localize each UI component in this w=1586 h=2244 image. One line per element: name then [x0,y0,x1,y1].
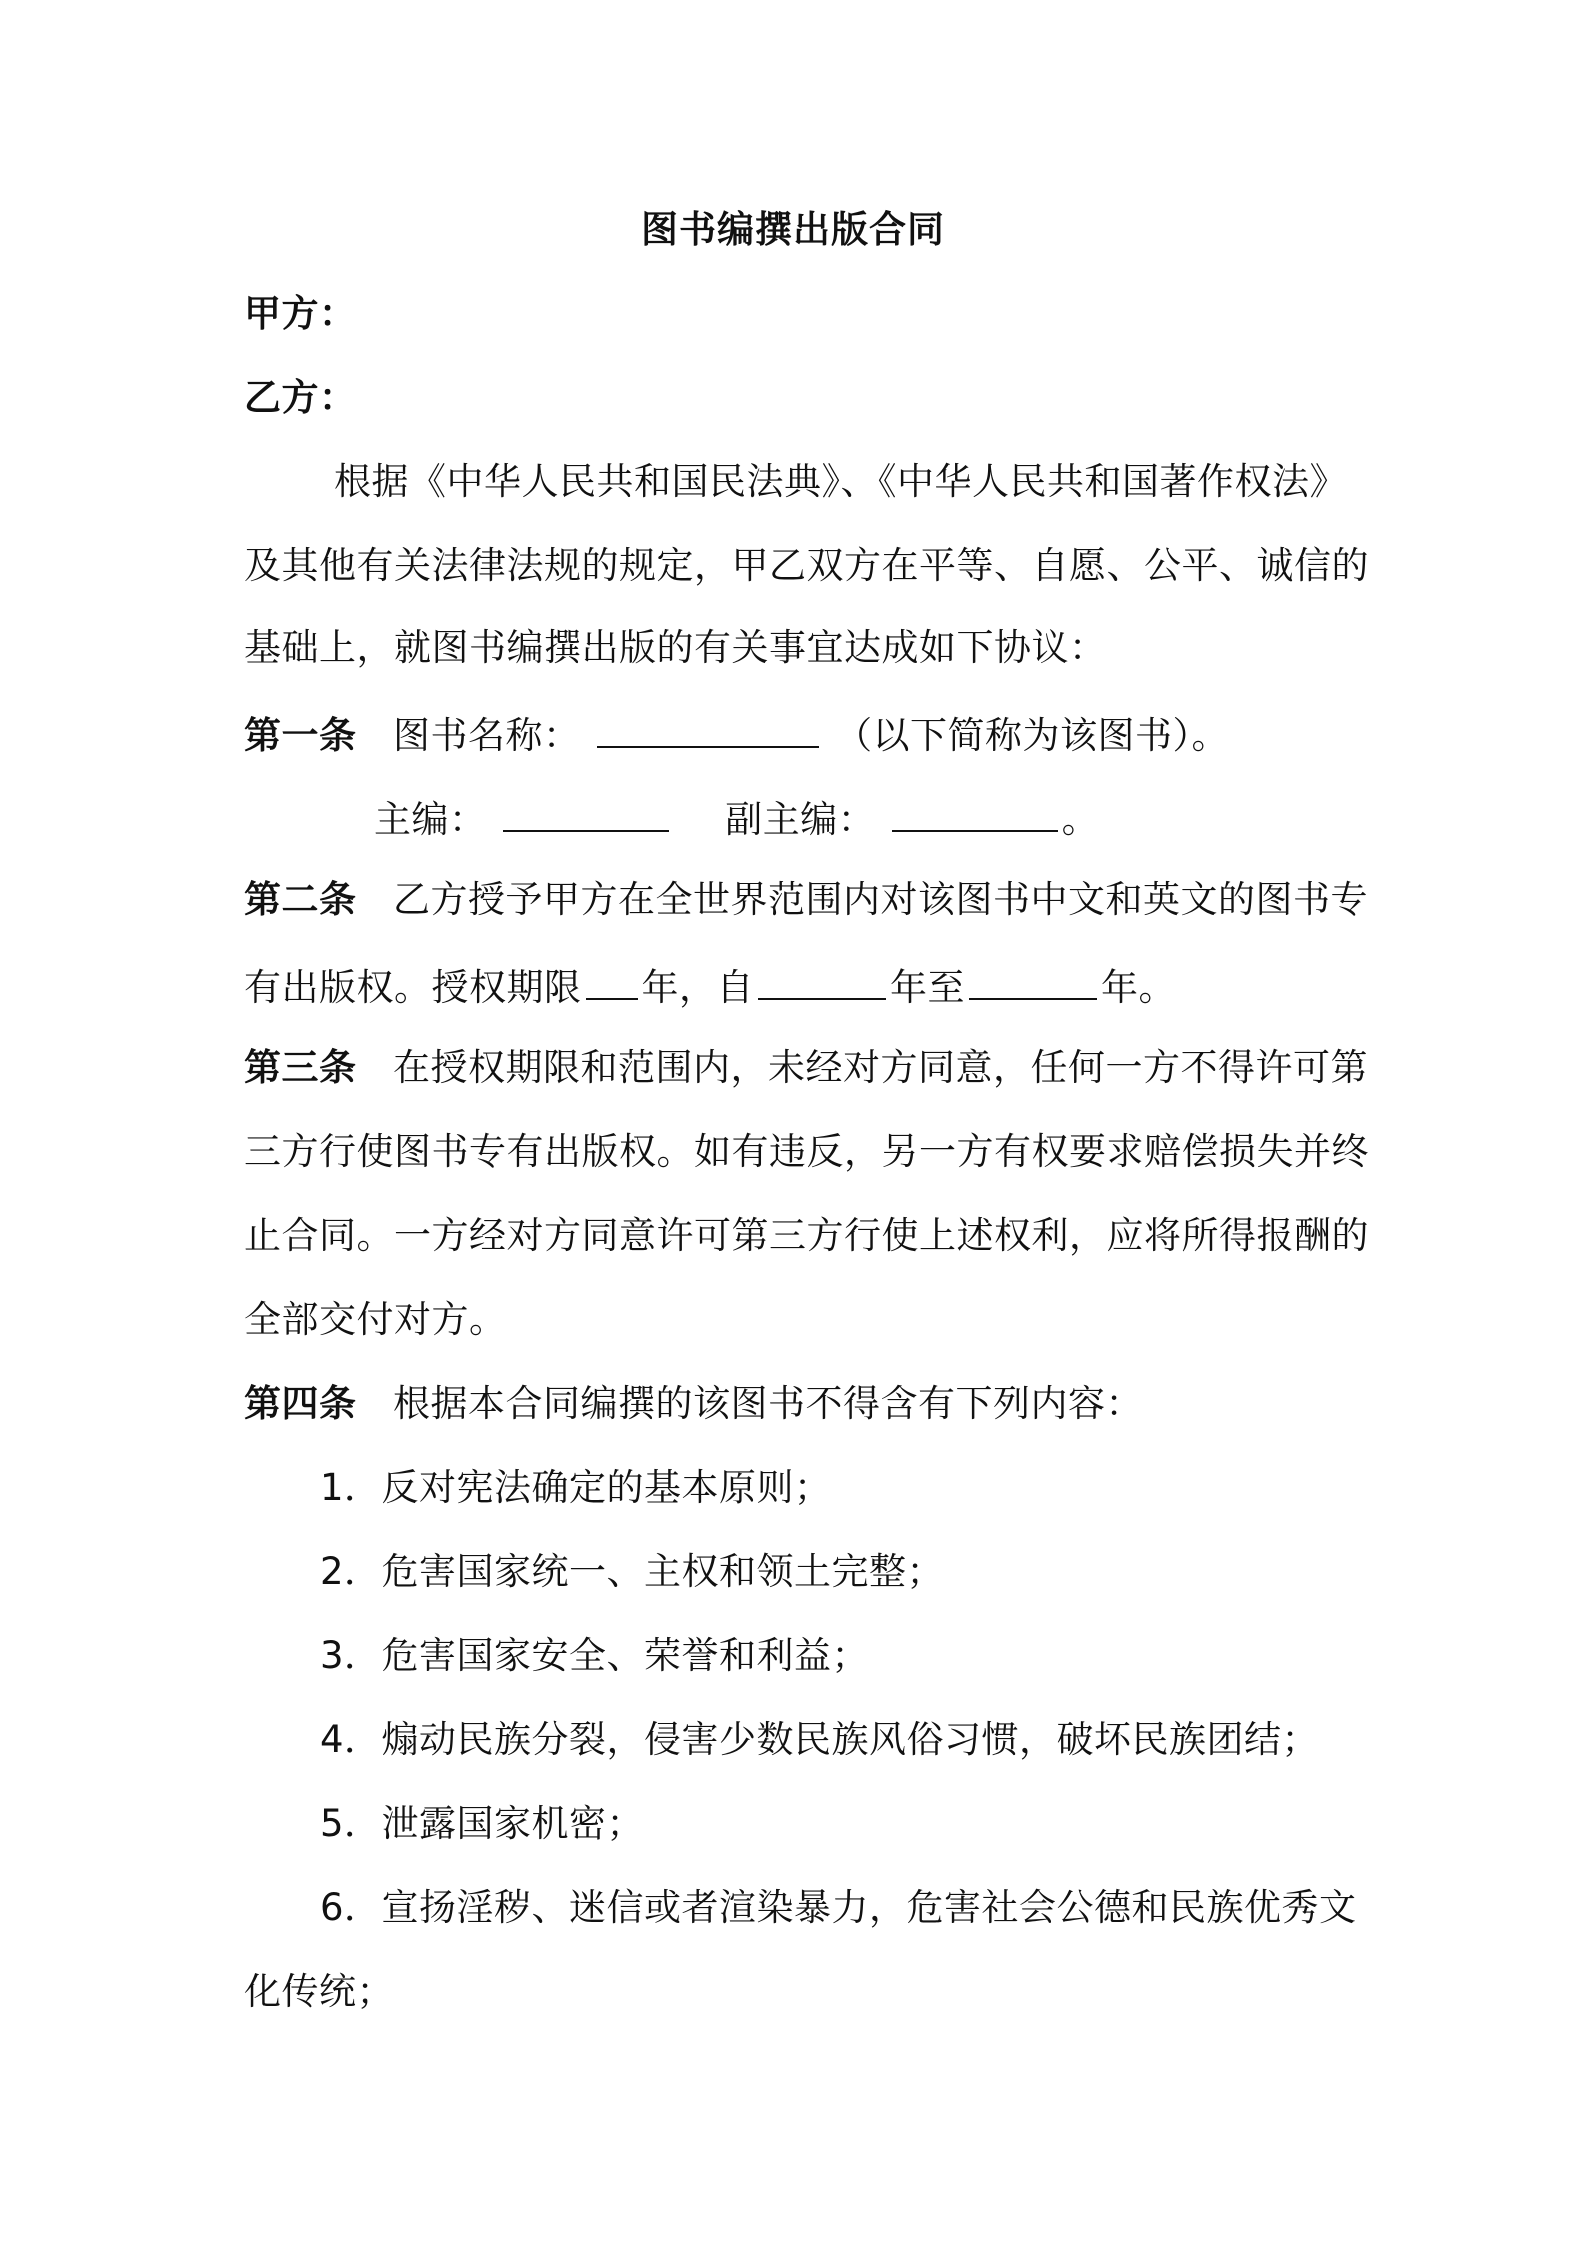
article-3-line-4: 全部交付对方。 [244,1298,507,1341]
article-3-line-3: 止合同。一方经对方同意许可第三方行使上述权利，应将所得报酬的 [244,1214,1369,1257]
article-3-heading: 第三条 [244,1046,357,1089]
article-1-heading: 第一条 [244,714,357,757]
book-name-suffix: （以下简称为该图书）。 [835,714,1230,757]
article-2-line-2 [244,960,1176,1012]
list-item: 5．泄露国家机密； [320,1802,645,1845]
term-from-label: 年，自 [641,966,754,1009]
list-item: 1．反对宪法确定的基本原则； [320,1466,832,1509]
article-4-heading: 第四条 [244,1382,357,1425]
book-name-blank[interactable] [597,708,819,748]
term-end-year-blank[interactable] [969,960,1097,1000]
document-title: 图书编撰出版合同 [641,208,945,251]
list-item-continuation: 化传统； [244,1970,394,2013]
preamble-line-2: 及其他有关法律法规的规定，甲乙双方在平等、自愿、公平、诚信的 [244,544,1369,587]
editor-blank[interactable] [503,792,669,832]
article-2-heading: 第二条 [244,878,357,921]
article-1-line-2 [374,792,1099,844]
article-2-text-1: 乙方授予甲方在全世界范围内对该图书中文和英文的图书专 [393,878,1369,921]
preamble-line-3: 基础上，就图书编撰出版的有关事宜达成如下协议： [244,626,1107,669]
term-to-label: 年至 [890,966,965,1009]
list-item: 6．宣扬淫秽、迷信或者渲染暴力，危害社会公德和民族优秀文 [320,1886,1357,1929]
term-years-blank[interactable] [586,960,638,1000]
term-start-year-blank[interactable] [758,960,886,1000]
article-4-line-1 [244,1380,1143,1428]
deputy-editor-label: 副主编： [725,798,876,841]
party-b-label: 乙方： [244,376,357,419]
term-end-label: 年。 [1101,966,1176,1009]
article-1-line-1 [244,708,1229,760]
editor-label: 主编： [374,798,487,841]
term-label: 有出版权。授权期限 [244,966,582,1009]
article-4-intro: 根据本合同编撰的该图书不得含有下列内容： [393,1382,1144,1425]
article-2-line-1 [244,876,1368,924]
deputy-editor-blank[interactable] [892,792,1058,832]
list-item: 3．危害国家安全、荣誉和利益； [320,1634,870,1677]
article-3-line-1 [244,1044,1368,1092]
preamble-line-1: 根据《中华人民共和国民法典》、《中华人民共和国著作权法》 [334,460,1347,503]
article-1-end: 。 [1061,798,1100,841]
list-item: 4．煽动民族分裂，侵害少数民族风俗习惯，破坏民族团结； [320,1718,1320,1761]
list-item: 2．危害国家统一、主权和领土完整； [320,1550,945,1593]
article-3-text-1: 在授权期限和范围内，未经对方同意，任何一方不得许可第 [393,1046,1369,1089]
article-3-line-2: 三方行使图书专有出版权。如有违反，另一方有权要求赔偿损失并终 [244,1130,1369,1173]
book-name-label: 图书名称： [393,714,581,757]
party-a-label: 甲方： [244,292,357,335]
